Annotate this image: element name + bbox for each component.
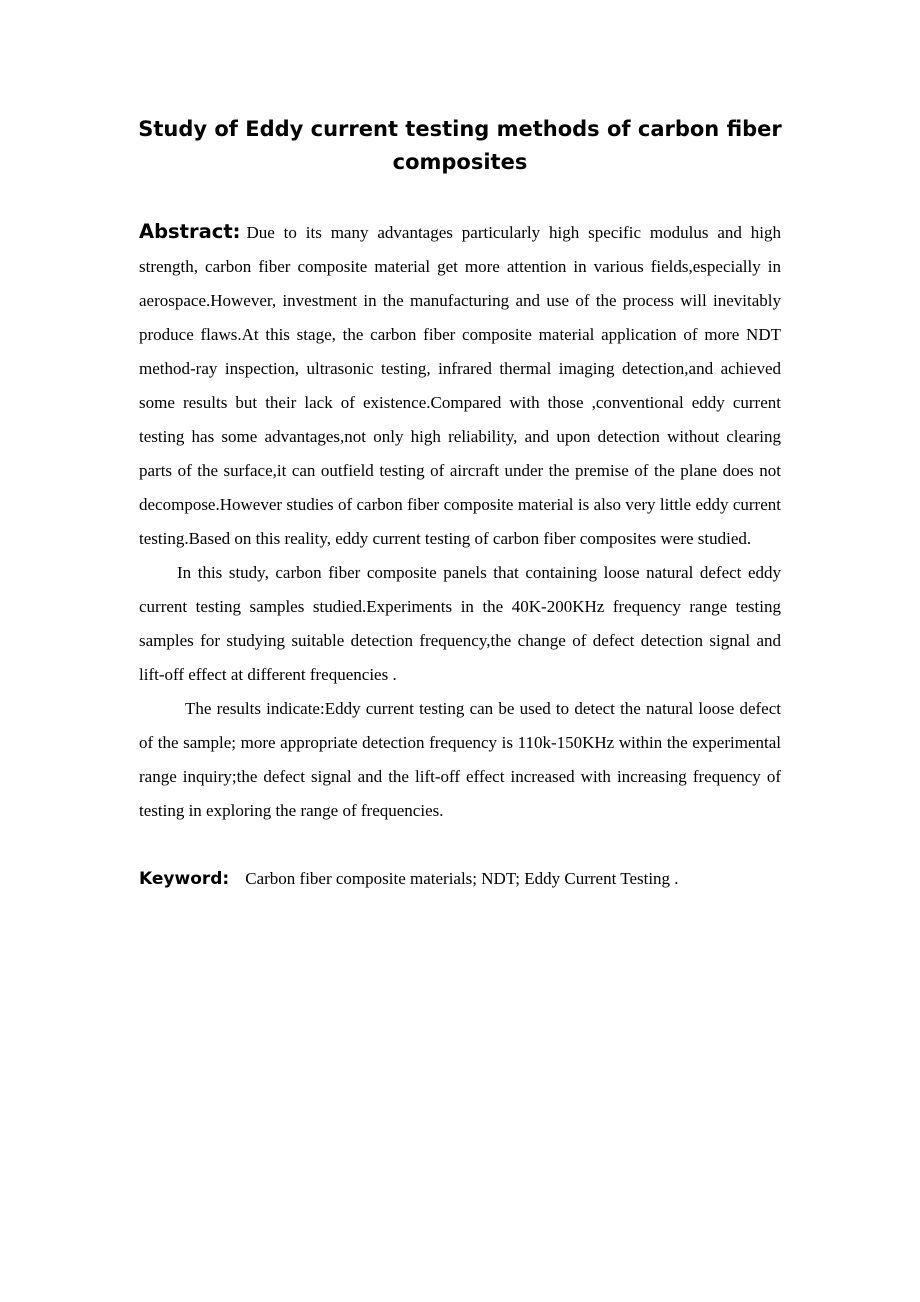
abstract-paragraph-3: The results indicate:Eddy current testing can be used to detect the natural loose defect of the sample; more appropriate detection frequency is 110k-150KHz within the experimental range inquiry;the defect signal and the lift-off effect increased with increasing frequency of testing in exploring the range of frequencies. <box>139 699 781 820</box>
page-content <box>139 113 781 896</box>
abstract-section <box>139 215 781 828</box>
abstract-label: Abstract: <box>139 220 241 243</box>
keywords-text: Carbon fiber composite materials; NDT; Eddy Current Testing . <box>245 869 679 888</box>
keyword-label: Keyword: <box>139 869 230 889</box>
abstract-paragraph-2: In this study, carbon fiber composite panels that containing loose natural defect eddy current testing samples studied.Experiments in the 40K-200KHz frequency range testing samples for studying suitable detection frequency,the change of defect detection signal and lift-off effect at different frequencies . <box>139 563 781 684</box>
keyword-section <box>139 862 781 896</box>
paper-title: Study of Eddy current testing methods of carbon fiber composites <box>138 117 782 174</box>
abstract-paragraph-1 <box>139 215 781 556</box>
abstract-paragraph-1-text: Due to its many advantages particularly high specific modulus and high strength, carbon fiber composite material get more attention in various fields,especially in aerospace.However, investment in the manufacturing and use of the process will inevitably produce flaws.At this stage, the carbon fiber composite material application of more NDT method-ray inspection, ultrasonic testing, infrared thermal imaging detection,and achieved some results but their lack of existence.Compared with those ,conventional eddy current testing has some advantages,not only high reliability, and upon detection without clearing parts of the surface,it can outfield testing of aircraft under the premise of the plane does not decompose.However studies of carbon fiber composite material is also very little eddy current testing.Based on this reality, eddy current testing of carbon fiber composites were studied. <box>139 223 781 548</box>
